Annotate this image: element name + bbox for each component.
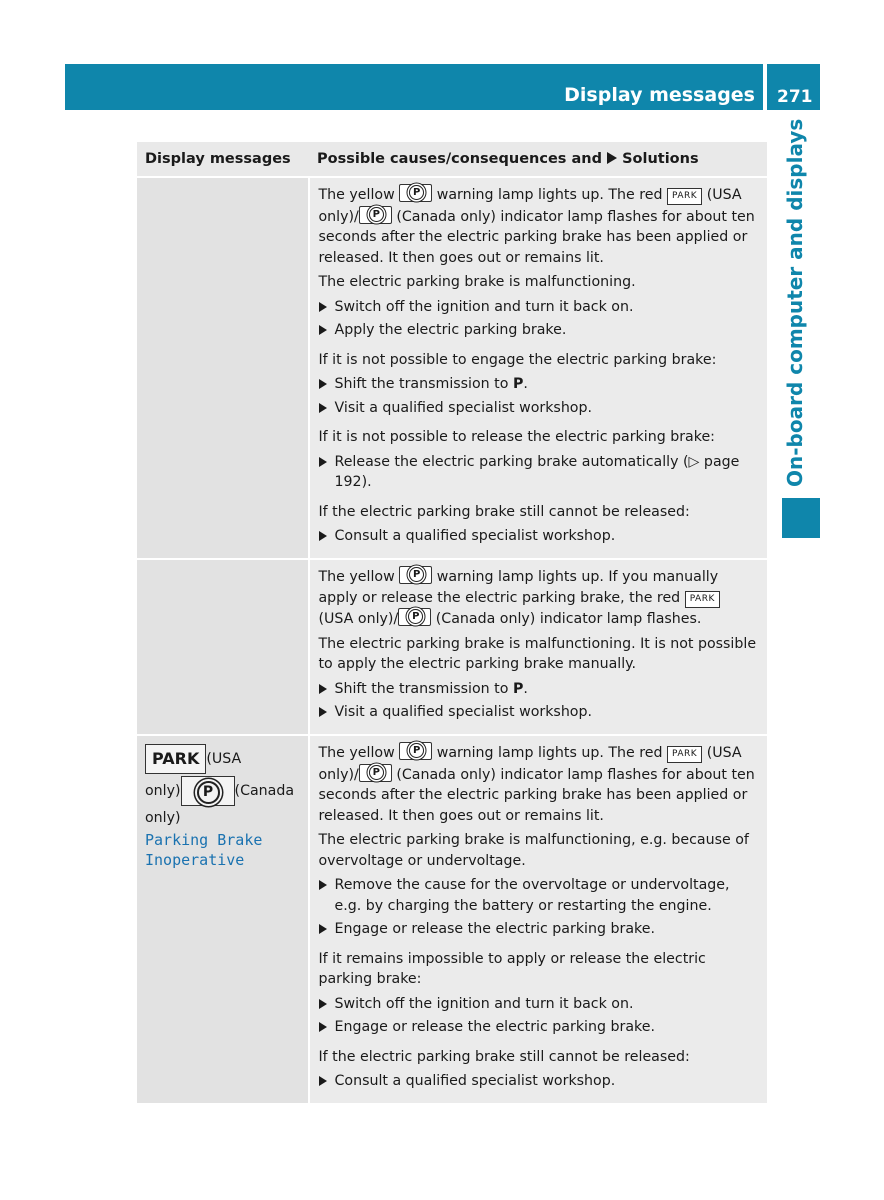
row-causes-cell bbox=[310, 178, 767, 558]
list-item: Remove the cause for the overvoltage or undervoltage, e.g. by charging the battery or restarting the engine. bbox=[318, 875, 759, 916]
list-item: Visit a qualified specialist workshop. bbox=[318, 702, 759, 723]
paragraph: If the electric parking brake still cannot be released: bbox=[318, 503, 690, 520]
list-item: Engage or release the electric parking brake. bbox=[318, 1017, 759, 1038]
col-header-messages: Display messages bbox=[145, 151, 291, 167]
header-bar bbox=[65, 64, 763, 110]
park-lamp-icon: PARK bbox=[667, 188, 702, 205]
park-lamp-icon: PARK bbox=[667, 746, 702, 763]
parking-brake-indicator-icon bbox=[181, 776, 235, 806]
solutions-arrow-icon bbox=[607, 152, 617, 164]
display-message-line: Parking Brake bbox=[145, 831, 263, 849]
paragraph: The electric parking brake is malfunctioning. It is not possible to apply the electric parking brake manually. bbox=[318, 635, 757, 672]
region-note: only) bbox=[145, 810, 181, 826]
list-item: Consult a qualified specialist workshop. bbox=[318, 1071, 759, 1092]
side-tab bbox=[782, 118, 812, 490]
list-item: Release the electric parking brake automatically (▷ page 192). bbox=[318, 452, 759, 493]
paragraph: The yellow P warning lamp lights up. The red PARK (USA only)/P (Canada only) indicator lamp flashes for about ten seconds after the electric parking brake has been applied or released. It then goes out or remains lit. bbox=[318, 742, 759, 826]
table-row bbox=[137, 176, 767, 558]
messages-table bbox=[137, 142, 767, 1103]
parking-brake-warning-icon bbox=[399, 742, 432, 760]
paragraph: If it remains impossible to apply or release the electric parking brake: bbox=[318, 950, 706, 987]
paragraph: The yellow P warning lamp lights up. The red PARK (USA only)/P (Canada only) indicator lamp flashes for about ten seconds after the electric parking brake has been applied or released. It then goes out or remains lit. bbox=[318, 184, 759, 268]
row-causes-cell bbox=[310, 736, 767, 1103]
paragraph: The electric parking brake is malfunctioning. bbox=[318, 274, 636, 290]
list-item: Visit a qualified specialist workshop. bbox=[318, 398, 759, 419]
parking-brake-lamp-icon bbox=[398, 608, 431, 626]
table-row bbox=[137, 558, 767, 734]
page-title: Display messages bbox=[564, 84, 755, 106]
table-row bbox=[137, 734, 767, 1103]
row-message-cell bbox=[137, 560, 308, 734]
list-item: Shift the transmission to P. bbox=[318, 374, 759, 395]
paragraph: If it is not possible to release the electric parking brake: bbox=[318, 429, 715, 445]
paragraph: If it is not possible to engage the electric parking brake: bbox=[318, 351, 717, 368]
park-lamp-icon: PARK bbox=[685, 591, 720, 608]
col-header-causes: Possible causes/consequences and Solutions bbox=[317, 151, 699, 167]
row-message-cell bbox=[137, 178, 308, 558]
paragraph: The electric parking brake is malfunctioning, e.g. because of overvoltage or undervoltage. bbox=[318, 832, 749, 869]
list-item: Consult a qualified specialist workshop. bbox=[318, 526, 759, 547]
parking-brake-lamp-icon bbox=[359, 764, 392, 782]
side-tab-marker bbox=[782, 498, 820, 538]
display-message-line: Inoperative bbox=[145, 851, 245, 869]
list-item: Shift the transmission to P. bbox=[318, 679, 759, 700]
paragraph: The yellow P warning lamp lights up. If you manually apply or release the electric parking brake, the red PARK (USA only)/P (Canada only) indicator lamp flashes. bbox=[318, 566, 759, 630]
list-item: Switch off the ignition and turn it back on. bbox=[318, 994, 759, 1015]
parking-brake-warning-icon bbox=[399, 566, 432, 584]
parking-brake-lamp-icon bbox=[359, 206, 392, 224]
row-message-cell: PARK (USA only)P (Canada only) Parking Brake Inoperative bbox=[137, 736, 308, 1103]
park-indicator-icon: PARK bbox=[145, 744, 206, 774]
side-tab-title: On-board computer and displays bbox=[783, 118, 807, 487]
parking-brake-warning-icon bbox=[399, 184, 432, 202]
table-header bbox=[137, 142, 767, 176]
list-item: Apply the electric parking brake. bbox=[318, 320, 759, 341]
list-item: Engage or release the electric parking brake. bbox=[318, 919, 759, 940]
page-number-box bbox=[767, 64, 820, 110]
list-item: Switch off the ignition and turn it back on. bbox=[318, 297, 759, 318]
row-causes-cell bbox=[310, 560, 767, 734]
paragraph: If the electric parking brake still cannot be released: bbox=[318, 1048, 690, 1065]
page-number: 271 bbox=[777, 87, 813, 107]
